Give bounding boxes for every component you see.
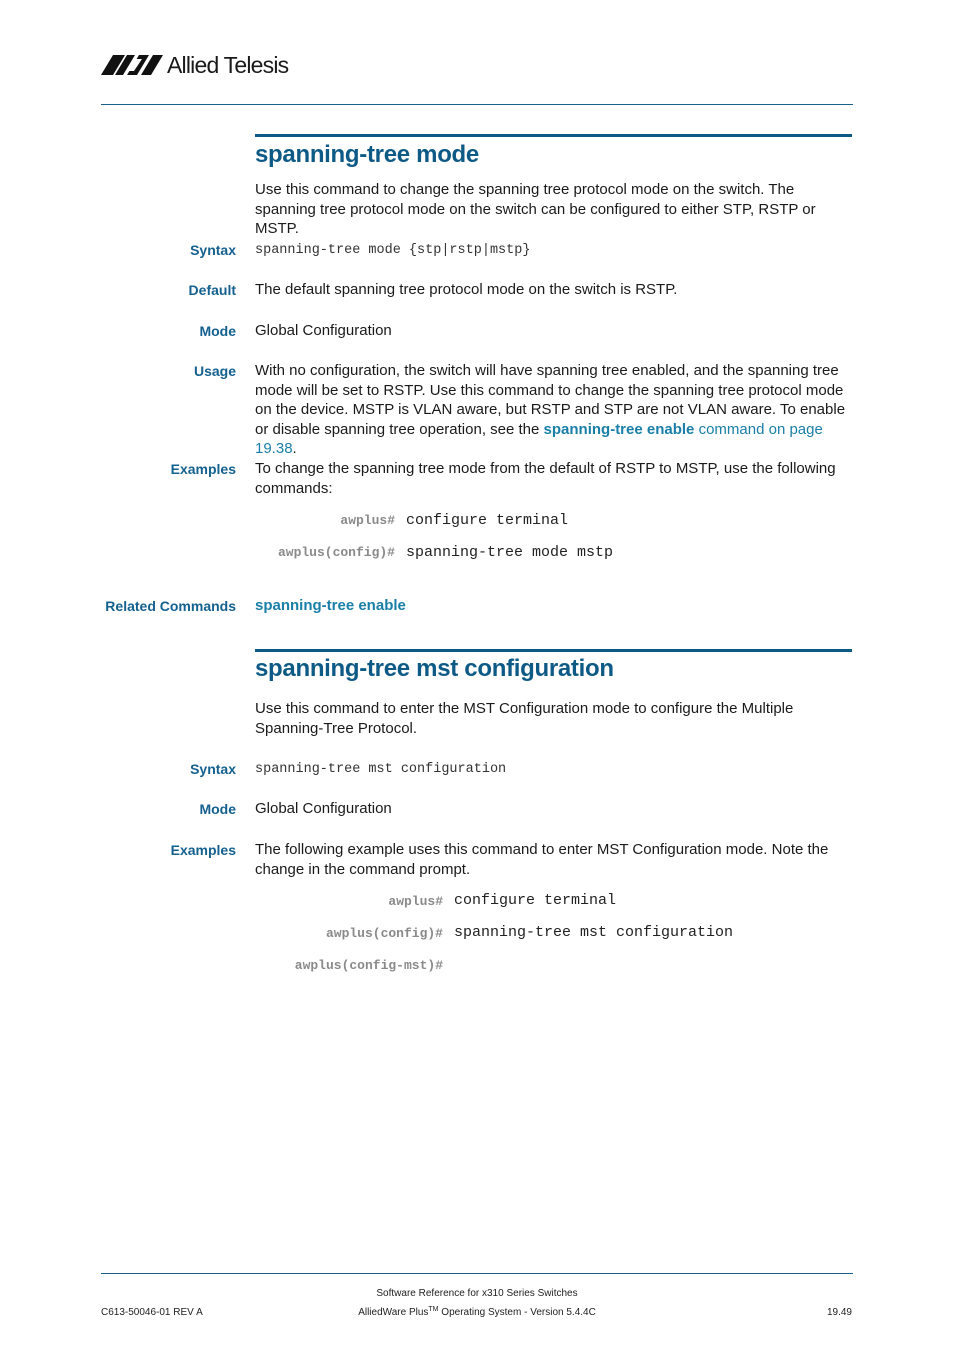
- example-command: spanning-tree mode mstp: [406, 544, 614, 561]
- related-commands-label: Related Commands: [105, 598, 236, 614]
- header-divider: [101, 104, 853, 105]
- footer-trademark: TM: [428, 1306, 439, 1313]
- usage-body: With no configuration, the switch will have spanning tree enabled, and the spanning tree mode will be set to RSTP. Use this command to change the spanning tree protocol mode on the device. MSTP is VLAN aware, but RSTP and STP are not VLAN aware. To enable or disable spanning tree operation, see the: [255, 362, 846, 438]
- mode-text: Global Configuration: [255, 800, 392, 817]
- allied-telesis-logo: [101, 50, 288, 80]
- usage-label: Usage: [193, 363, 236, 379]
- related-command-link[interactable]: spanning-tree enable: [255, 597, 406, 614]
- examples-intro: To change the spanning tree mode from the default of RSTP to MSTP, use the following commands:: [255, 460, 836, 497]
- usage-end: .: [292, 440, 297, 457]
- footer-doc-id: C613-50046-01 REV A: [101, 1307, 203, 1318]
- examples-intro: The following example uses this command to enter MST Configuration mode. Note the change in the command prompt.: [255, 841, 829, 878]
- mode-text: Global Configuration: [255, 322, 392, 339]
- example-command: configure terminal: [454, 892, 617, 909]
- default-label: Default: [188, 282, 236, 298]
- section-title: spanning-tree mode: [255, 141, 479, 168]
- example-command: configure terminal: [406, 512, 569, 529]
- example-prompt: awplus#: [388, 894, 443, 909]
- syntax-text: spanning-tree mode {stp|rstp|mstp}: [255, 243, 531, 258]
- usage-text: [255, 361, 855, 459]
- logo-mark-icon: [101, 53, 163, 77]
- footer-title-line1: Software Reference for x310 Series Switches: [376, 1288, 578, 1299]
- usage-link-command[interactable]: spanning-tree enable: [543, 420, 695, 438]
- example-prompt: awplus(config-mst)#: [294, 958, 443, 973]
- examples-label: Examples: [170, 461, 236, 477]
- section-intro: Use this command to enter the MST Configuration mode to configure the Multiple Spanning-Tree Protocol.: [255, 700, 794, 737]
- example-prompt: awplus(config)#: [325, 926, 443, 941]
- footer-version: Operating System - Version 5.4.4C: [438, 1307, 596, 1318]
- syntax-label: Syntax: [190, 761, 236, 777]
- footer-title-line2: [0, 1306, 954, 1319]
- usage-link-page[interactable]: command on page 19.38: [255, 420, 823, 457]
- section-rule: [255, 649, 852, 652]
- examples-label: Examples: [170, 842, 236, 858]
- syntax-label: Syntax: [190, 242, 236, 258]
- logo-text: Allied Telesis: [167, 52, 289, 78]
- section-rule: [255, 134, 852, 137]
- footer-divider: [101, 1273, 853, 1274]
- footer-page-number: 19.49: [826, 1307, 852, 1318]
- example-command: spanning-tree mst configuration: [454, 924, 734, 941]
- default-text: The default spanning tree protocol mode on the switch is RSTP.: [255, 281, 678, 298]
- section-title: spanning-tree mst configuration: [255, 655, 614, 682]
- example-prompt: awplus(config)#: [277, 545, 395, 560]
- example-prompt: awplus#: [340, 513, 395, 528]
- syntax-text: spanning-tree mst configuration: [255, 762, 507, 777]
- footer-product: AlliedWare Plus: [358, 1307, 429, 1318]
- section-intro: Use this command to change the spanning tree protocol mode on the switch. The spanning tree protocol mode on the switch can be configured to either STP, RSTP or MSTP.: [255, 181, 816, 237]
- mode-label: Mode: [199, 801, 236, 817]
- mode-label: Mode: [199, 323, 236, 339]
